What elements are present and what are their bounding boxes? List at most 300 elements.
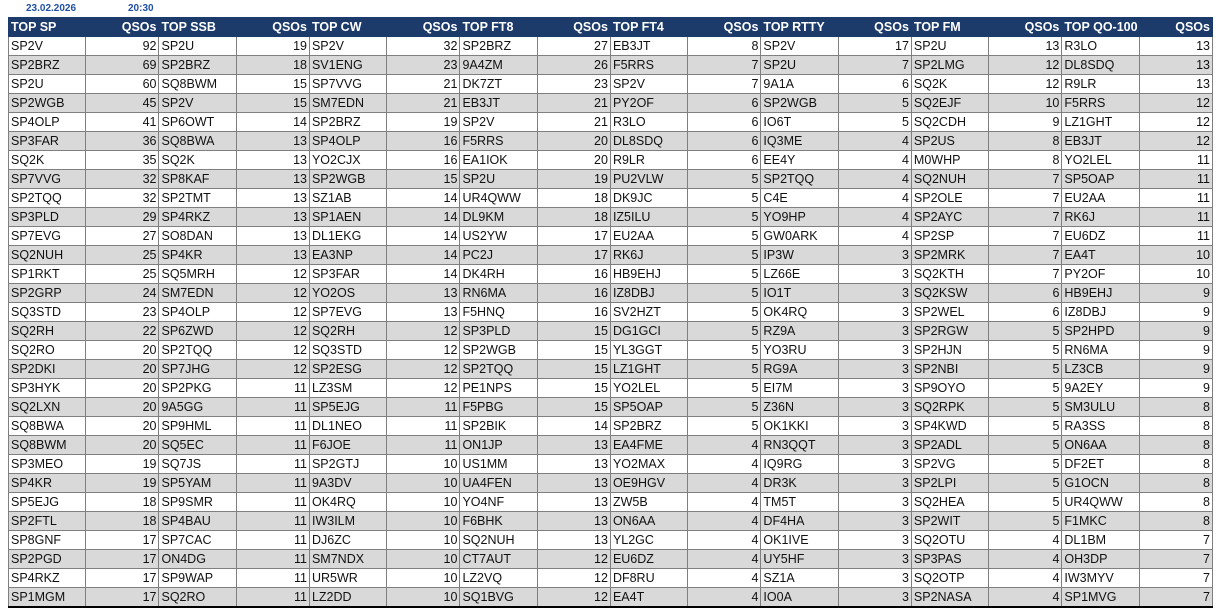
report-time: 20:30 <box>128 3 154 14</box>
qso-header: QSOs <box>688 18 761 37</box>
callsign-cell: G1OCN <box>1062 474 1139 493</box>
qso-count-cell: 12 <box>236 360 309 379</box>
qso-count-cell: 18 <box>236 56 309 75</box>
callsign-cell: SQ2K <box>911 75 988 94</box>
qso-count-cell: 7 <box>1139 531 1212 550</box>
qso-count-cell: 4 <box>688 569 761 588</box>
qso-header: QSOs <box>838 18 911 37</box>
qso-count-cell: 19 <box>236 37 309 56</box>
table-row <box>9 588 1213 608</box>
qso-count-cell: 8 <box>989 151 1062 170</box>
callsign-cell: 9A4ZM <box>460 56 537 75</box>
qso-count-cell: 9 <box>1139 360 1212 379</box>
callsign-cell: SP1RKT <box>9 265 86 284</box>
qso-count-cell: 5 <box>989 322 1062 341</box>
table-row <box>9 265 1213 284</box>
qso-count-cell: 12 <box>387 341 460 360</box>
callsign-cell: SP2BIK <box>460 417 537 436</box>
callsign-cell: SP1MVG <box>1062 588 1139 608</box>
callsign-cell: 9A3DV <box>309 474 386 493</box>
qso-count-cell: 17 <box>86 550 159 569</box>
callsign-cell: DK7ZT <box>460 75 537 94</box>
callsign-cell: YO2LEL <box>1062 151 1139 170</box>
callsign-cell: ON6AA <box>1062 436 1139 455</box>
callsign-cell: F6BHK <box>460 512 537 531</box>
qso-count-cell: 20 <box>86 360 159 379</box>
qso-count-cell: 5 <box>989 436 1062 455</box>
qso-count-cell: 4 <box>838 151 911 170</box>
callsign-cell: SP2SP <box>911 227 988 246</box>
qso-count-cell: 15 <box>537 398 610 417</box>
callsign-cell: SQ8BWA <box>9 417 86 436</box>
qso-count-cell: 19 <box>387 113 460 132</box>
qso-count-cell: 13 <box>989 37 1062 56</box>
qso-count-cell: 12 <box>236 265 309 284</box>
callsign-cell: DG1GCI <box>610 322 687 341</box>
qso-count-cell: 4 <box>989 531 1062 550</box>
qso-header: QSOs <box>236 18 309 37</box>
callsign-cell: SP2BRZ <box>9 56 86 75</box>
qso-count-cell: 18 <box>537 189 610 208</box>
callsign-cell: SP2LMG <box>911 56 988 75</box>
callsign-cell: IQ3ME <box>761 132 838 151</box>
callsign-cell: SP2WIT <box>911 512 988 531</box>
callsign-cell: IZ8DBJ <box>610 284 687 303</box>
column-title: TOP FT4 <box>610 18 687 37</box>
callsign-cell: EU2AA <box>610 227 687 246</box>
callsign-cell: SP2WGB <box>9 94 86 113</box>
callsign-cell: DK9JC <box>610 189 687 208</box>
qso-count-cell: 8 <box>1139 436 1212 455</box>
qso-count-cell: 19 <box>86 474 159 493</box>
callsign-cell: SP2LPI <box>911 474 988 493</box>
qso-count-cell: 10 <box>1139 265 1212 284</box>
report-date: 23.02.2026 <box>26 3 77 14</box>
callsign-cell: SP5EJG <box>309 398 386 417</box>
callsign-cell: SP2RGW <box>911 322 988 341</box>
qso-count-cell: 11 <box>236 531 309 550</box>
callsign-cell: RN6MA <box>1062 341 1139 360</box>
callsign-cell: IO6T <box>761 113 838 132</box>
qso-count-cell: 11 <box>236 455 309 474</box>
qso-count-cell: 20 <box>86 398 159 417</box>
qso-count-cell: 5 <box>688 360 761 379</box>
callsign-cell: SQ2OTU <box>911 531 988 550</box>
callsign-cell: EA4T <box>610 588 687 608</box>
qso-count-cell: 4 <box>688 455 761 474</box>
callsign-cell: EA1IOK <box>460 151 537 170</box>
callsign-cell: CT7AUT <box>460 550 537 569</box>
qso-count-cell: 11 <box>387 398 460 417</box>
callsign-cell: DF4HA <box>761 512 838 531</box>
callsign-cell: OK1IVE <box>761 531 838 550</box>
qso-count-cell: 17 <box>537 227 610 246</box>
qso-count-cell: 13 <box>537 474 610 493</box>
callsign-cell: UR5WR <box>309 569 386 588</box>
qso-count-cell: 15 <box>387 170 460 189</box>
qso-count-cell: 21 <box>537 113 610 132</box>
qso-count-cell: 4 <box>688 531 761 550</box>
qso-count-cell: 12 <box>537 588 610 608</box>
qso-count-cell: 3 <box>838 246 911 265</box>
qso-count-cell: 3 <box>838 588 911 608</box>
callsign-cell: SM7EDN <box>159 284 236 303</box>
qso-count-cell: 11 <box>236 436 309 455</box>
qso-count-cell: 5 <box>989 341 1062 360</box>
callsign-cell: SP9SMR <box>159 493 236 512</box>
callsign-cell: PE1NPS <box>460 379 537 398</box>
qso-count-cell: 6 <box>838 75 911 94</box>
qso-count-cell: 10 <box>989 94 1062 113</box>
callsign-cell: SP6ZWD <box>159 322 236 341</box>
qso-count-cell: 3 <box>838 417 911 436</box>
qso-count-cell: 3 <box>838 303 911 322</box>
qso-count-cell: 14 <box>236 113 309 132</box>
qso-count-cell: 16 <box>537 303 610 322</box>
qso-count-cell: 13 <box>387 303 460 322</box>
qso-count-cell: 7 <box>688 56 761 75</box>
qso-count-cell: 13 <box>1139 56 1212 75</box>
callsign-cell: LZ66E <box>761 265 838 284</box>
callsign-cell: UY5HF <box>761 550 838 569</box>
callsign-cell: DL8SDQ <box>610 132 687 151</box>
callsign-cell: SP3FAR <box>9 132 86 151</box>
callsign-cell: SP4RKZ <box>9 569 86 588</box>
callsign-cell: US2YW <box>460 227 537 246</box>
qso-count-cell: 15 <box>537 379 610 398</box>
qso-count-cell: 7 <box>989 265 1062 284</box>
qso-count-cell: 5 <box>688 398 761 417</box>
qso-count-cell: 26 <box>537 56 610 75</box>
callsign-cell: SP3FAR <box>309 265 386 284</box>
qso-count-cell: 8 <box>1139 512 1212 531</box>
qso-count-cell: 12 <box>236 341 309 360</box>
qso-count-cell: 5 <box>688 303 761 322</box>
qso-count-cell: 24 <box>86 284 159 303</box>
callsign-cell: IZ5ILU <box>610 208 687 227</box>
qso-count-cell: 14 <box>537 417 610 436</box>
qso-count-cell: 18 <box>86 493 159 512</box>
qso-count-cell: 32 <box>86 170 159 189</box>
callsign-cell: SP9HML <box>159 417 236 436</box>
qso-count-cell: 5 <box>688 417 761 436</box>
qso-count-cell: 8 <box>1139 398 1212 417</box>
table-row <box>9 75 1213 94</box>
qso-count-cell: 4 <box>989 569 1062 588</box>
qso-count-cell: 3 <box>838 493 911 512</box>
callsign-cell: C4E <box>761 189 838 208</box>
callsign-cell: SP2BRZ <box>159 56 236 75</box>
qso-count-cell: 11 <box>236 512 309 531</box>
callsign-cell: SM7NDX <box>309 550 386 569</box>
callsign-cell: RZ9A <box>761 322 838 341</box>
qso-count-cell: 7 <box>989 189 1062 208</box>
callsign-cell: OK1KKI <box>761 417 838 436</box>
qso-count-cell: 4 <box>838 208 911 227</box>
callsign-cell: ON6AA <box>610 512 687 531</box>
callsign-cell: DR3K <box>761 474 838 493</box>
qso-count-cell: 3 <box>838 322 911 341</box>
callsign-cell: SQ3STD <box>309 341 386 360</box>
qso-count-cell: 7 <box>1139 588 1212 608</box>
callsign-cell: DK4RH <box>460 265 537 284</box>
qso-count-cell: 13 <box>236 227 309 246</box>
qso-count-cell: 25 <box>86 246 159 265</box>
qso-count-cell: 3 <box>838 379 911 398</box>
qso-count-cell: 3 <box>838 436 911 455</box>
qso-count-cell: 10 <box>387 474 460 493</box>
qso-count-cell: 3 <box>838 360 911 379</box>
qso-count-cell: 23 <box>86 303 159 322</box>
table-row <box>9 341 1213 360</box>
callsign-cell: SM7EDN <box>309 94 386 113</box>
qso-count-cell: 12 <box>989 75 1062 94</box>
qso-count-cell: 25 <box>86 265 159 284</box>
qso-count-cell: 6 <box>688 94 761 113</box>
callsign-cell: IZ8DBJ <box>1062 303 1139 322</box>
callsign-cell: SQ2NUH <box>460 531 537 550</box>
qso-header: QSOs <box>989 18 1062 37</box>
qso-count-cell: 92 <box>86 37 159 56</box>
qso-count-cell: 13 <box>537 512 610 531</box>
qso-count-cell: 35 <box>86 151 159 170</box>
qso-count-cell: 11 <box>236 474 309 493</box>
qso-count-cell: 13 <box>537 455 610 474</box>
qso-count-cell: 19 <box>86 455 159 474</box>
qso-count-cell: 18 <box>537 208 610 227</box>
qso-count-cell: 4 <box>688 474 761 493</box>
qso-count-cell: 3 <box>838 455 911 474</box>
qso-count-cell: 8 <box>1139 455 1212 474</box>
qso-count-cell: 3 <box>838 531 911 550</box>
qso-count-cell: 12 <box>1139 94 1212 113</box>
qso-count-cell: 10 <box>387 531 460 550</box>
callsign-cell: SP2PGD <box>9 550 86 569</box>
qso-count-cell: 7 <box>989 227 1062 246</box>
callsign-cell: US1MM <box>460 455 537 474</box>
table-row <box>9 417 1213 436</box>
callsign-cell: SP2BRZ <box>610 417 687 436</box>
qso-count-cell: 4 <box>989 588 1062 608</box>
qso-count-cell: 12 <box>537 569 610 588</box>
callsign-cell: M0WHP <box>911 151 988 170</box>
qso-count-cell: 20 <box>537 151 610 170</box>
qso-header: QSOs <box>537 18 610 37</box>
callsign-cell: YO2LEL <box>610 379 687 398</box>
callsign-cell: PU2VLW <box>610 170 687 189</box>
qso-count-cell: 13 <box>537 493 610 512</box>
qso-count-cell: 36 <box>86 132 159 151</box>
table-row <box>9 512 1213 531</box>
callsign-cell: R9LR <box>610 151 687 170</box>
callsign-cell: YO2OS <box>309 284 386 303</box>
qso-count-cell: 3 <box>838 398 911 417</box>
callsign-cell: SP2AYC <box>911 208 988 227</box>
callsign-cell: OE9HGV <box>610 474 687 493</box>
table-row <box>9 208 1213 227</box>
qso-count-cell: 17 <box>86 588 159 608</box>
callsign-cell: DL9KM <box>460 208 537 227</box>
qso-header: QSOs <box>1139 18 1212 37</box>
callsign-cell: SQ5EC <box>159 436 236 455</box>
callsign-cell: SP5OAP <box>1062 170 1139 189</box>
qso-count-cell: 11 <box>1139 208 1212 227</box>
qso-count-cell: 18 <box>86 512 159 531</box>
callsign-cell: UR4QWW <box>1062 493 1139 512</box>
table-row <box>9 151 1213 170</box>
qso-count-cell: 12 <box>989 56 1062 75</box>
callsign-cell: SQ2HEA <box>911 493 988 512</box>
callsign-cell: SP2U <box>460 170 537 189</box>
callsign-cell: SP2GRP <box>9 284 86 303</box>
qso-count-cell: 10 <box>387 455 460 474</box>
callsign-cell: LZ1GHT <box>1062 113 1139 132</box>
callsign-cell: SP9OYO <box>911 379 988 398</box>
callsign-cell: OK4RQ <box>761 303 838 322</box>
callsign-cell: IO1T <box>761 284 838 303</box>
callsign-cell: SP2PKG <box>159 379 236 398</box>
callsign-cell: SP8GNF <box>9 531 86 550</box>
qso-count-cell: 3 <box>838 569 911 588</box>
qso-count-cell: 6 <box>688 151 761 170</box>
qso-count-cell: 17 <box>86 531 159 550</box>
column-title: TOP QO-100 <box>1062 18 1139 37</box>
table-row <box>9 170 1213 189</box>
qso-count-cell: 69 <box>86 56 159 75</box>
callsign-cell: SP3HYK <box>9 379 86 398</box>
callsign-cell: YO3RU <box>761 341 838 360</box>
callsign-cell: SQ2RO <box>9 341 86 360</box>
qso-count-cell: 11 <box>236 398 309 417</box>
callsign-cell: IP3W <box>761 246 838 265</box>
qso-count-cell: 23 <box>537 75 610 94</box>
table-row <box>9 94 1213 113</box>
qso-count-cell: 5 <box>688 341 761 360</box>
callsign-cell: RK6J <box>610 246 687 265</box>
callsign-cell: DL1BM <box>1062 531 1139 550</box>
callsign-cell: SP2U <box>9 75 86 94</box>
callsign-cell: SQ2NUH <box>9 246 86 265</box>
qso-count-cell: 4 <box>838 170 911 189</box>
qso-count-cell: 15 <box>236 94 309 113</box>
callsign-cell: SP2WGB <box>309 170 386 189</box>
qso-count-cell: 19 <box>537 170 610 189</box>
qso-count-cell: 5 <box>989 379 1062 398</box>
callsign-cell: SP7VVG <box>309 75 386 94</box>
callsign-cell: 9A2EY <box>1062 379 1139 398</box>
qso-count-cell: 5 <box>989 398 1062 417</box>
callsign-cell: SQ2LXN <box>9 398 86 417</box>
qso-count-cell: 5 <box>688 265 761 284</box>
qso-count-cell: 20 <box>86 436 159 455</box>
callsign-cell: SP2NBI <box>911 360 988 379</box>
callsign-cell: SQ2EJF <box>911 94 988 113</box>
callsign-cell: SP2V <box>460 113 537 132</box>
qso-count-cell: 12 <box>387 379 460 398</box>
callsign-cell: SP2V <box>159 94 236 113</box>
callsign-cell: SP7EVG <box>9 227 86 246</box>
callsign-cell: SQ2RH <box>309 322 386 341</box>
qso-count-cell: 6 <box>688 113 761 132</box>
qso-count-cell: 12 <box>1139 113 1212 132</box>
qso-count-cell: 12 <box>387 322 460 341</box>
callsign-cell: SP1AEN <box>309 208 386 227</box>
qso-count-cell: 20 <box>86 341 159 360</box>
callsign-cell: SP2HPD <box>1062 322 1139 341</box>
qso-count-cell: 12 <box>387 360 460 379</box>
qso-count-cell: 14 <box>387 189 460 208</box>
qso-count-cell: 27 <box>537 37 610 56</box>
callsign-cell: SP2NASA <box>911 588 988 608</box>
qso-count-cell: 21 <box>387 75 460 94</box>
qso-count-cell: 15 <box>537 360 610 379</box>
qso-count-cell: 3 <box>838 512 911 531</box>
callsign-cell: SP2V <box>761 37 838 56</box>
qso-count-cell: 27 <box>86 227 159 246</box>
callsign-cell: 9A1A <box>761 75 838 94</box>
callsign-cell: SP2US <box>911 132 988 151</box>
qso-count-cell: 4 <box>989 550 1062 569</box>
callsign-cell: SP7EVG <box>309 303 386 322</box>
rankings-table <box>8 17 1213 608</box>
qso-count-cell: 13 <box>537 436 610 455</box>
callsign-cell: SP2GTJ <box>309 455 386 474</box>
qso-count-cell: 17 <box>86 569 159 588</box>
callsign-cell: SP2ESG <box>309 360 386 379</box>
qso-count-cell: 12 <box>1139 132 1212 151</box>
callsign-cell: SP2TQQ <box>761 170 838 189</box>
table-row <box>9 455 1213 474</box>
callsign-cell: SP1MGM <box>9 588 86 608</box>
qso-count-cell: 16 <box>387 151 460 170</box>
callsign-cell: RG9A <box>761 360 838 379</box>
callsign-cell: SQ2KTH <box>911 265 988 284</box>
callsign-cell: Z36N <box>761 398 838 417</box>
qso-count-cell: 11 <box>1139 227 1212 246</box>
callsign-cell: SP4BAU <box>159 512 236 531</box>
qso-count-cell: 4 <box>688 493 761 512</box>
qso-count-cell: 11 <box>236 417 309 436</box>
qso-count-cell: 7 <box>1139 550 1212 569</box>
qso-count-cell: 11 <box>236 493 309 512</box>
qso-count-cell: 17 <box>838 37 911 56</box>
qso-count-cell: 5 <box>989 455 1062 474</box>
table-row <box>9 550 1213 569</box>
callsign-cell: EB3JT <box>1062 132 1139 151</box>
qso-count-cell: 9 <box>1139 341 1212 360</box>
table-row <box>9 246 1213 265</box>
report-header <box>0 0 1220 18</box>
qso-count-cell: 5 <box>838 113 911 132</box>
qso-count-cell: 3 <box>838 265 911 284</box>
table-row <box>9 113 1213 132</box>
callsign-cell: OH3DP <box>1062 550 1139 569</box>
qso-count-cell: 4 <box>688 512 761 531</box>
table-row <box>9 379 1213 398</box>
qso-count-cell: 13 <box>1139 75 1212 94</box>
callsign-cell: YO4NF <box>460 493 537 512</box>
callsign-cell: RN3QQT <box>761 436 838 455</box>
callsign-cell: SP3MEO <box>9 455 86 474</box>
callsign-cell: RN6MA <box>460 284 537 303</box>
callsign-cell: TM5T <box>761 493 838 512</box>
table-row <box>9 436 1213 455</box>
table-row <box>9 360 1213 379</box>
callsign-cell: LZ3SM <box>309 379 386 398</box>
qso-count-cell: 13 <box>1139 37 1212 56</box>
callsign-cell: SV2HZT <box>610 303 687 322</box>
callsign-cell: SP2V <box>309 37 386 56</box>
